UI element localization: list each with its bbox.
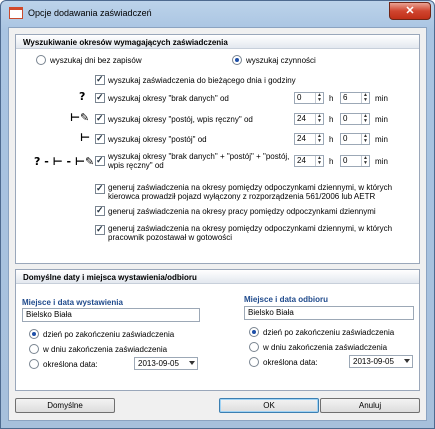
gen-availability-checkbox[interactable] [95,225,105,235]
defaults-section [15,269,420,391]
radio-activities-indicator[interactable] [232,55,242,65]
issue-opt-after-radio[interactable] [29,329,39,339]
search-to-today-checkbox[interactable] [95,75,105,85]
receipt-opt-date-label: określona data: [263,357,318,367]
issue-date-picker[interactable]: 2013-09-05 [134,357,198,370]
spin-arrows-icon[interactable]: ▲ ▼ [361,134,369,144]
spin-arrows-icon[interactable]: ▲ ▼ [361,114,369,124]
radio-activities-label: wyszukaj czynności [246,55,316,65]
cancel-button[interactable]: Anuluj [320,398,420,413]
spin-arrows-icon[interactable]: ▲ ▼ [361,93,369,103]
issue-opt-date[interactable] [29,359,98,369]
rest-icon: ⊢ [80,131,91,144]
gen-availability[interactable] [95,224,408,242]
spin-arrows-icon[interactable]: ▲ ▼ [315,134,323,144]
combined-icon: ? - ⊢ - ⊢✎ [34,155,95,168]
unit-h: h [329,94,334,103]
dialog-client [8,27,427,421]
gen-work-periods[interactable] [95,206,376,216]
no-data-hours-input[interactable]: 0 ▲ ▼ [294,92,324,104]
gen-excluded-driving-label: generuj zaświadczenia na okresy pomiędzy odpoczynkami dziennymi, w których kierowca prowadził pojazd wyłączony z rozporządzenia 561/2006 lub AETR [108,183,393,201]
issue-opt-on-radio[interactable] [29,344,39,354]
issue-label: Miejsce i data wystawienia [22,298,123,307]
defaults-section-header [16,270,419,284]
rest-manual-icon: ⊢✎ [70,111,90,124]
issue-opt-after[interactable] [29,329,174,339]
spin-arrows-icon[interactable]: ▲ ▼ [315,93,323,103]
issue-opt-on-label: w dniu zakończenia zaświadczenia [43,344,168,354]
close-button[interactable]: ✕ [389,2,431,20]
unit-min: min [375,94,388,103]
receipt-opt-date[interactable] [249,357,318,367]
search-to-today-label: wyszukaj zaświadczenia do bieżącego dnia i godziny [108,75,296,85]
radio-activities[interactable] [232,55,316,65]
radio-no-records-label: wyszukaj dni bez zapisów [50,55,142,65]
search-no-data-label: wyszukaj okresy "brak danych" od [108,93,229,103]
search-no-data-option[interactable] [95,93,229,103]
receipt-opt-after[interactable] [249,327,394,337]
rest-manual-minutes-input[interactable]: 0 ▲ ▼ [340,113,370,125]
gen-work-periods-checkbox[interactable] [95,206,105,216]
radio-no-records-indicator[interactable] [36,55,46,65]
issue-opt-after-label: dzień po zakończeniu zaświadczenia [43,329,175,339]
issue-place-input[interactable]: Bielsko Biała [22,308,200,322]
issue-opt-date-label: określona data: [43,359,98,369]
receipt-opt-after-radio[interactable] [249,327,259,337]
search-no-data-checkbox[interactable] [95,93,105,103]
no-data-minutes-input[interactable]: 6 ▲ ▼ [340,92,370,104]
search-rest-manual-label: wyszukaj okresy "postój, wpis ręczny" od [108,114,253,124]
spin-arrows-icon[interactable]: ▲ ▼ [361,156,369,166]
gen-availability-label: generuj zaświadczenia na okresy pomiędzy odpoczynkami dziennymi, w których pracownik pozostawał w gotowości [108,224,393,242]
search-combined-checkbox[interactable] [95,156,105,166]
defaults-section-title: Domyślne daty i miejsca wystawienia/odbioru [23,273,197,282]
rest-minutes-input[interactable]: 0 ▲ ▼ [340,133,370,145]
receipt-opt-on[interactable] [249,342,387,352]
gen-work-periods-label: generuj zaświadczenia na okresy pracy pomiędzy odpoczynkami dziennymi [108,206,376,216]
chevron-down-icon[interactable] [404,359,410,363]
receipt-opt-on-radio[interactable] [249,342,259,352]
document-icon [9,7,23,19]
receipt-date-picker[interactable]: 2013-09-05 [349,355,413,368]
no-data-icon: ? [79,90,86,103]
search-combined-label: wyszukaj okresy "brak danych" + "postój" + "postój, wpis ręczny" od [108,152,290,170]
title-bar[interactable] [1,1,434,25]
spin-arrows-icon[interactable]: ▲ ▼ [315,114,323,124]
receipt-opt-on-label: w dniu zakończenia zaświadczenia [263,342,388,352]
window-title: Opcje dodawania zaświadczeń [28,8,152,18]
unit-h: h [329,157,334,166]
gen-excluded-driving[interactable] [95,183,408,201]
rest-manual-hours-input[interactable]: 24 ▲ ▼ [294,113,324,125]
search-to-today[interactable] [95,75,296,85]
search-rest-label: wyszukaj okresy "postój" od [108,134,207,144]
chevron-down-icon[interactable] [189,361,195,365]
unit-h: h [329,135,334,144]
radio-no-records[interactable] [36,55,142,65]
rest-hours-input[interactable]: 24 ▲ ▼ [294,133,324,145]
gen-excluded-driving-checkbox[interactable] [95,184,105,194]
receipt-place-input[interactable]: Bielsko Biała [244,306,414,320]
search-section-header [16,35,419,49]
combined-hours-input[interactable]: 24 ▲ ▼ [294,155,324,167]
combined-minutes-input[interactable]: 0 ▲ ▼ [340,155,370,167]
issue-opt-date-radio[interactable] [29,359,39,369]
issue-opt-on[interactable] [29,344,167,354]
receipt-opt-after-label: dzień po zakończeniu zaświadczenia [263,327,395,337]
search-rest-manual-option[interactable] [95,114,253,124]
search-combined-option[interactable] [95,152,294,170]
unit-min: min [375,157,388,166]
unit-h: h [329,115,334,124]
spin-arrows-icon[interactable]: ▲ ▼ [315,156,323,166]
search-rest-option[interactable] [95,134,207,144]
search-rest-manual-checkbox[interactable] [95,114,105,124]
search-section-title: Wyszukiwanie okresów wymagających zaświadczenia [23,38,228,47]
search-rest-checkbox[interactable] [95,134,105,144]
ok-button[interactable]: OK [219,398,319,413]
receipt-label: Miejsce i data odbioru [244,295,329,304]
unit-min: min [375,135,388,144]
defaults-button[interactable]: Domyślne [15,398,115,413]
unit-min: min [375,115,388,124]
receipt-opt-date-radio[interactable] [249,357,259,367]
search-section [15,34,420,264]
